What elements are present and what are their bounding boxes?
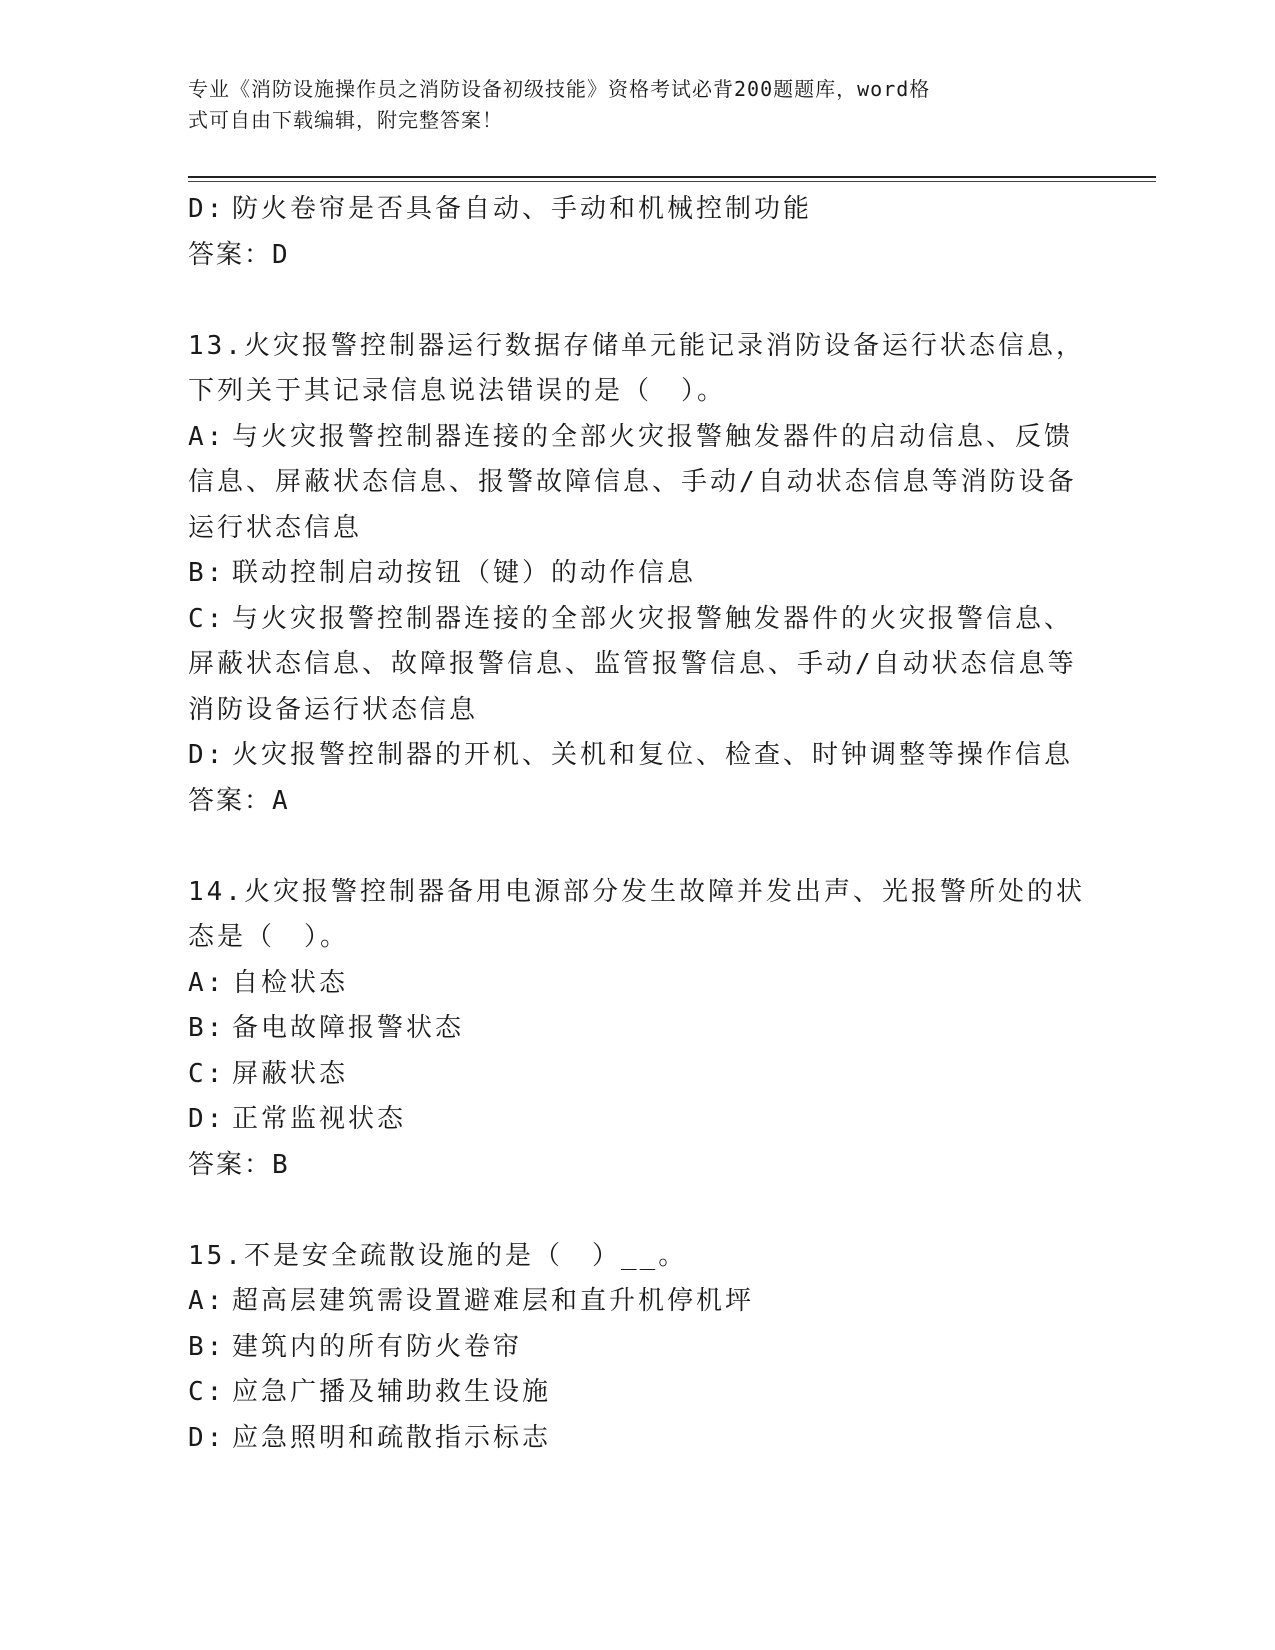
option-text: 联动控制启动按钮（键）的动作信息 xyxy=(232,558,697,588)
q15-option-a xyxy=(188,1279,1088,1325)
q13-stem-line-1: 13.火灾报警控制器运行数据存储单元能记录消防设备运行状态信息， xyxy=(188,330,1085,361)
q15-option-d xyxy=(188,1416,1088,1462)
option-key: B: xyxy=(188,558,226,588)
option-key: B: xyxy=(188,1013,226,1043)
option-text: 与火灾报警控制器连接的全部火灾报警触发器件的火灾报警信息、 xyxy=(232,603,1074,634)
option-key: D: xyxy=(188,194,226,224)
option-key: D: xyxy=(188,1422,226,1453)
option-text: 自检状态 xyxy=(232,967,349,998)
q15-option-b xyxy=(188,1325,1088,1371)
option-key: C: xyxy=(188,1377,226,1407)
q14-option-a xyxy=(188,961,1088,1007)
option-text: 应急照明和疏散指示标志 xyxy=(232,1422,552,1453)
option-key: A: xyxy=(188,967,226,998)
q14-stem-line-2: 态是（ ）。 xyxy=(188,922,350,952)
option-key: B: xyxy=(188,1331,226,1362)
option-key: C: xyxy=(188,603,226,634)
spacer xyxy=(188,1188,1088,1234)
option-key: A: xyxy=(188,1286,226,1316)
q13-option-a-line-3: 运行状态信息 xyxy=(188,512,363,543)
prev-option-d xyxy=(188,187,1088,233)
header-line-2: 式可自由下载编辑，附完整答案！ xyxy=(188,108,503,132)
option-text: 屏蔽状态 xyxy=(232,1058,349,1089)
option-text: 正常监视状态 xyxy=(232,1104,407,1134)
option-text: 火灾报警控制器的开机、关机和复位、检查、时钟调整等操作信息 xyxy=(232,740,1074,770)
header-rule-thick xyxy=(188,176,1156,178)
option-key: D: xyxy=(188,1104,226,1134)
question-content xyxy=(188,187,1088,1461)
q13-option-a-line-2: 信息、屏蔽状态信息、报警故障信息、手动/自动状态信息等消防设备 xyxy=(188,467,1077,497)
option-text: 应急广播及辅助救生设施 xyxy=(232,1377,552,1407)
q13-option-d xyxy=(188,733,1088,779)
q14-stem-line-1: 14.火灾报警控制器备用电源部分发生故障并发出声、光报警所处的状 xyxy=(188,876,1085,907)
option-key: A: xyxy=(188,421,226,452)
q14-option-b xyxy=(188,1006,1088,1052)
spacer xyxy=(188,278,1088,324)
q13-option-a-line-1 xyxy=(188,415,1088,461)
q14-option-d xyxy=(188,1097,1088,1143)
prev-answer: 答案：D xyxy=(188,239,290,270)
q14-option-c xyxy=(188,1052,1088,1098)
document-header xyxy=(188,74,1088,136)
header-line-1: 专业《消防设施操作员之消防设备初级技能》资格考试必背200题题库，word格 xyxy=(188,77,931,101)
q13-option-c-line-1 xyxy=(188,597,1088,643)
header-rule-thin xyxy=(188,181,1156,182)
q13-option-c-line-3: 消防设备运行状态信息 xyxy=(188,694,479,725)
q13-stem-line-2: 下列关于其记录信息说法错误的是（ ）。 xyxy=(188,376,727,406)
option-text: 建筑内的所有防火卷帘 xyxy=(232,1331,523,1362)
option-text: 备电故障报警状态 xyxy=(232,1013,465,1043)
option-text: 超高层建筑需设置避难层和直升机停机坪 xyxy=(232,1286,755,1316)
q13-option-c-line-2: 屏蔽状态信息、故障报警信息、监管报警信息、手动/自动状态信息等 xyxy=(188,649,1077,679)
q15-stem-line-1: 15.不是安全疏散设施的是（ ）__。 xyxy=(188,1240,688,1271)
q14-answer: 答案：B xyxy=(188,1149,290,1180)
option-text: 与火灾报警控制器连接的全部火灾报警触发器件的启动信息、反馈 xyxy=(232,421,1074,452)
option-key: D: xyxy=(188,740,226,770)
q13-answer: 答案：A xyxy=(188,785,290,816)
spacer xyxy=(188,824,1088,870)
q13-option-b xyxy=(188,551,1088,597)
option-text: 防火卷帘是否具备自动、手动和机械控制功能 xyxy=(232,194,813,224)
q15-option-c xyxy=(188,1370,1088,1416)
option-key: C: xyxy=(188,1058,226,1089)
